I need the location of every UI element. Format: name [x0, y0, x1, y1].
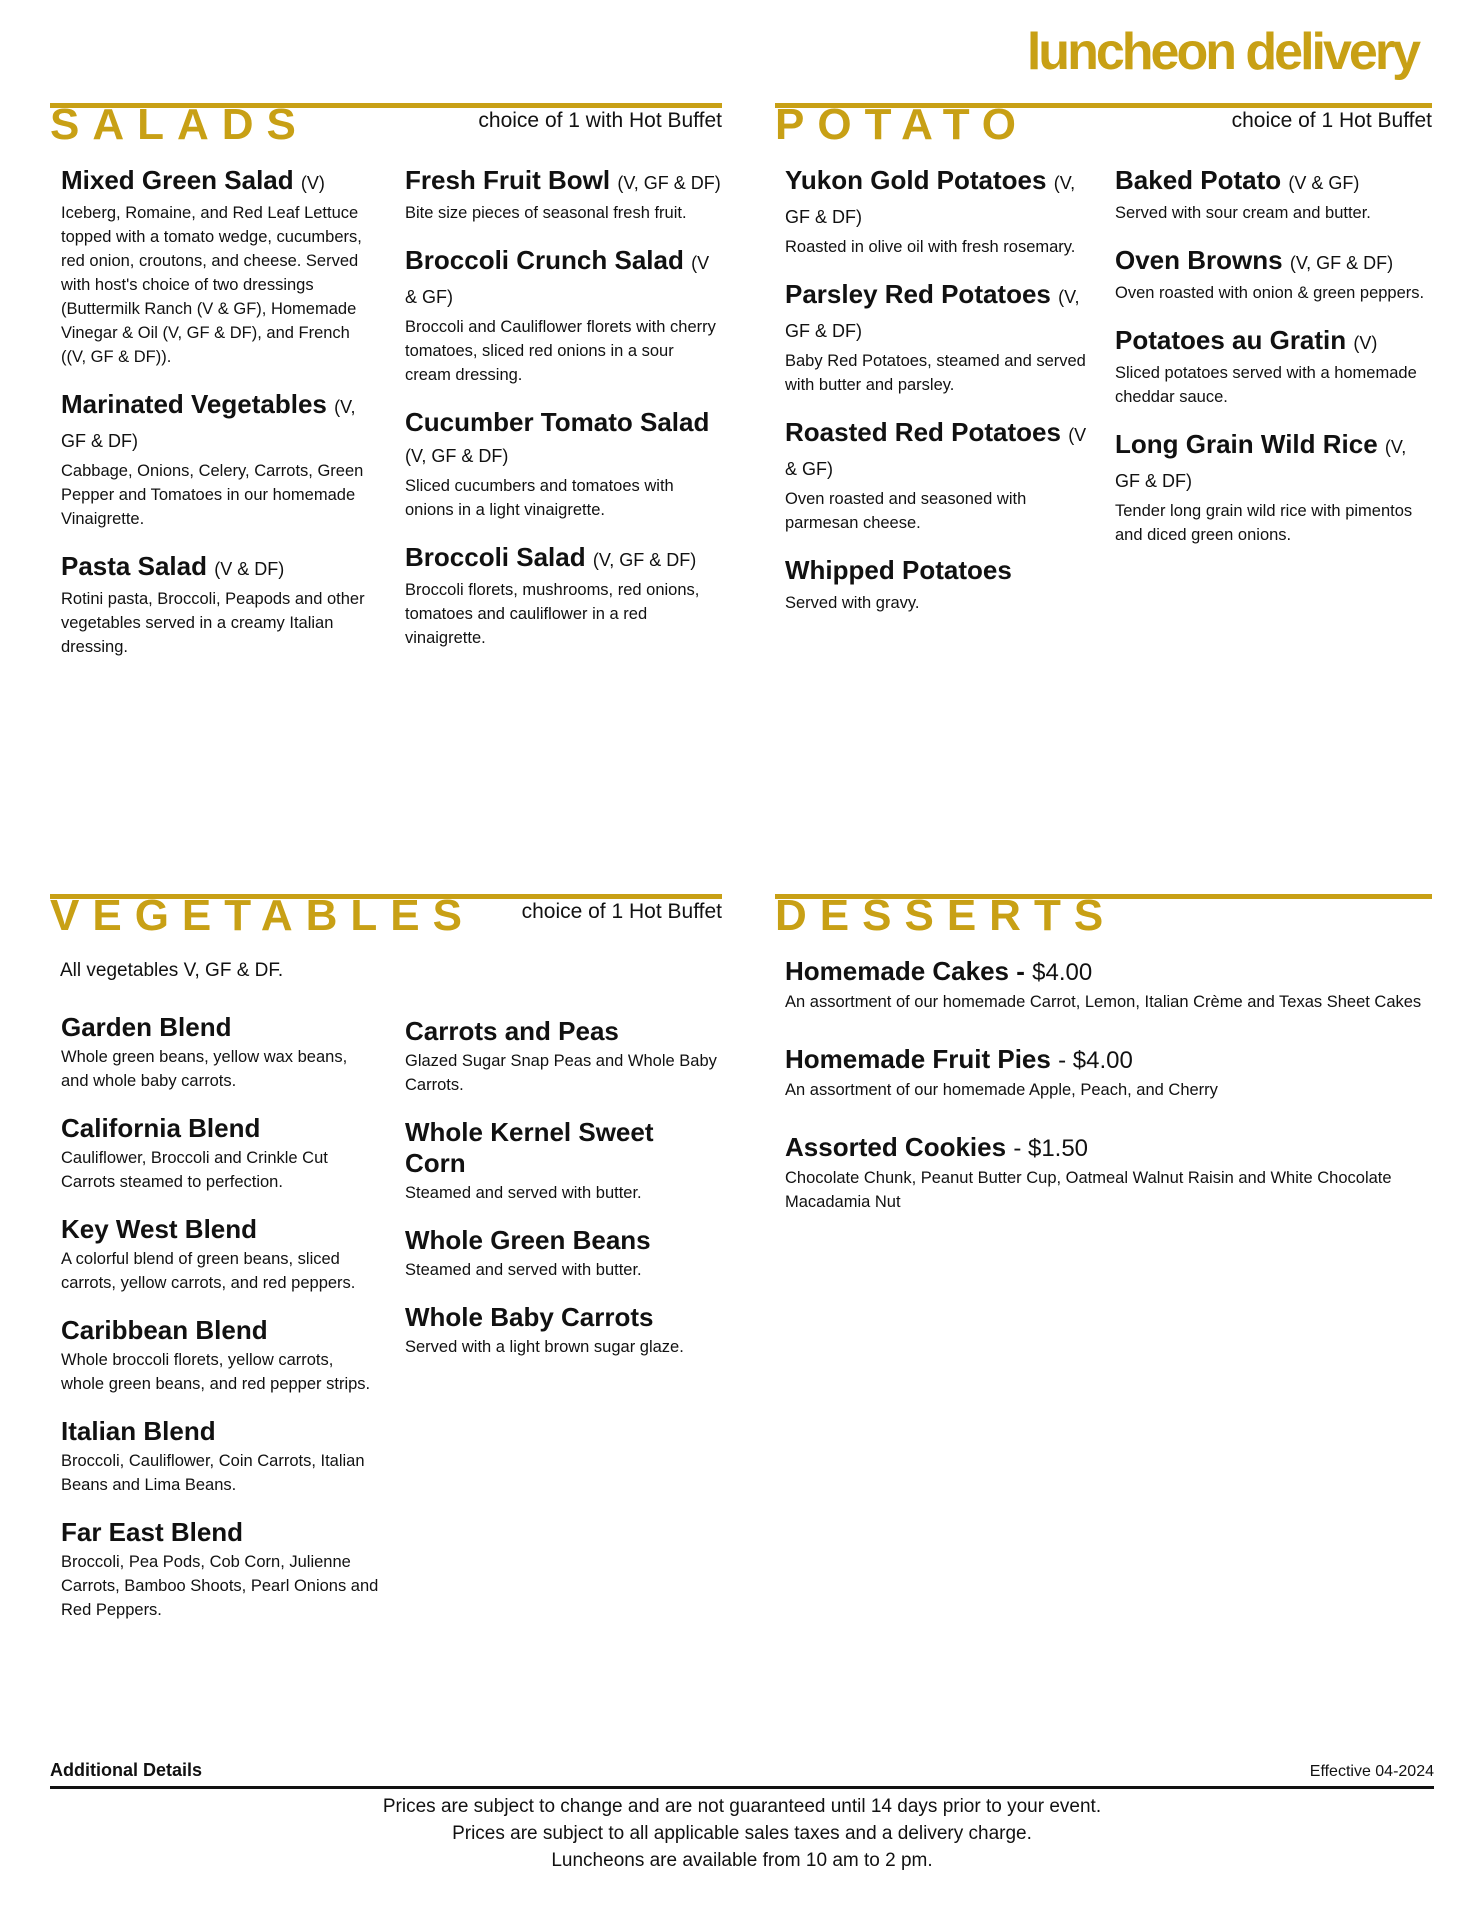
item-desc: Glazed Sugar Snap Peas and Whole Baby Carrots. [405, 1052, 717, 1094]
footer-rule [50, 1786, 1434, 1789]
item-desc: Oven roasted with onion & green peppers. [1115, 284, 1425, 302]
vegetables-col-right [405, 1012, 721, 1642]
menu-item [61, 1416, 379, 1497]
item-desc: Bite size pieces of seasonal fresh fruit. [405, 204, 687, 222]
item-tag: (V & GF) [405, 253, 710, 307]
item-desc: Broccoli, Cauliflower, Coin Carrots, Italian Beans and Lima Beans. [61, 1452, 365, 1494]
item-desc: Rotini pasta, Broccoli, Peapods and other vegetables served in a creamy Italian dressing. [61, 590, 365, 656]
potato-header [775, 100, 1432, 155]
salads-col-right [405, 165, 721, 679]
item-name: Garden Blend [61, 1012, 232, 1042]
item-desc: Chocolate Chunk, Peanut Butter Cup, Oatmeal Walnut Raisin and White Chocolate Macadamia Nut [785, 1169, 1392, 1211]
salads-title: SALADS [50, 100, 309, 149]
menu-item [1115, 325, 1425, 409]
menu-item [405, 165, 721, 225]
item-desc: Sliced cucumbers and tomatoes with onions in a light vinaigrette. [405, 477, 674, 519]
potato-col-left [775, 165, 1095, 635]
potato-col-right [1115, 165, 1425, 635]
menu-item [405, 542, 721, 650]
menu-item [61, 1012, 379, 1093]
desserts-section [775, 891, 1432, 1234]
potato-title: POTATO [775, 100, 1029, 149]
item-name: Potatoes au Gratin [1115, 325, 1347, 355]
menu-item [1115, 165, 1425, 225]
item-desc: Broccoli, Pea Pods, Cob Corn, Julienne Carrots, Bamboo Shoots, Pearl Onions and Red Peppers. [61, 1553, 379, 1619]
item-desc: Served with sour cream and butter. [1115, 204, 1371, 222]
item-name: Mixed Green Salad [61, 165, 294, 195]
potato-section [775, 100, 1432, 635]
item-name: Whole Kernel Sweet Corn [405, 1117, 654, 1178]
item-desc: A colorful blend of green beans, sliced carrots, yellow carrots, and red peppers. [61, 1250, 356, 1292]
item-tag: (V & GF) [785, 425, 1087, 479]
vegetables-col-left [50, 1012, 379, 1642]
menu-item [61, 1113, 379, 1194]
item-name: Broccoli Salad [405, 542, 586, 572]
item-desc: Whole green beans, yellow wax beans, and whole baby carrots. [61, 1048, 348, 1090]
menu-item [785, 956, 1432, 1014]
menu-item [61, 1517, 379, 1622]
menu-item [405, 1302, 721, 1359]
vegetables-note: choice of 1 Hot Buffet [521, 900, 722, 923]
menu-item [785, 165, 1095, 259]
item-tag: (V & GF) [1288, 173, 1360, 193]
salads-header [50, 100, 722, 155]
item-tag: (V, GF & DF) [592, 550, 697, 570]
item-name: Cucumber Tomato Salad [405, 407, 710, 437]
desserts-header [775, 891, 1432, 946]
menu-item [405, 1117, 721, 1205]
menu-item [61, 165, 379, 369]
item-tag: (V, GF & DF) [61, 397, 356, 451]
item-tag: (V, GF & DF) [617, 173, 721, 193]
item-name: Carrots and Peas [405, 1016, 619, 1046]
item-tag: (V) [1353, 333, 1378, 353]
item-name: Broccoli Crunch Salad [405, 245, 684, 275]
item-name: Whipped Potatoes [785, 555, 1012, 585]
item-name: Homemade Fruit Pies [785, 1044, 1051, 1074]
footer-line: Luncheons are available from 10 am to 2 pm. [551, 1850, 933, 1871]
item-name: Fresh Fruit Bowl [405, 165, 611, 195]
vegetables-header [50, 891, 722, 946]
item-desc: Broccoli and Cauliflower florets with cherry tomatoes, sliced red onions in a sour cream dressing. [405, 318, 716, 384]
item-desc: Steamed and served with butter. [405, 1261, 642, 1279]
item-name: Whole Green Beans [405, 1225, 651, 1255]
item-desc: Baby Red Potatoes, steamed and served with butter and parsley. [785, 352, 1086, 394]
item-desc: Broccoli florets, mushrooms, red onions, tomatoes and cauliflower in a red vinaigrette. [405, 581, 700, 647]
menu-item [405, 245, 721, 387]
item-name: Baked Potato [1115, 165, 1282, 195]
item-name: Parsley Red Potatoes [785, 279, 1051, 309]
item-tag: (V, GF & DF) [785, 287, 1080, 341]
item-tag: (V, GF & DF) [1115, 437, 1407, 491]
item-tag: (V, GF & DF) [1289, 253, 1394, 273]
vegetables-intro: All vegetables V, GF & DF. [60, 960, 284, 981]
item-name: Far East Blend [61, 1517, 244, 1547]
item-desc: Sliced potatoes served with a homemade cheddar sauce. [1115, 364, 1417, 406]
item-price: - $1.50 [1013, 1135, 1089, 1162]
item-price: - $4.00 [1058, 1047, 1133, 1074]
item-name: Yukon Gold Potatoes [785, 165, 1047, 195]
potato-note: choice of 1 Hot Buffet [1231, 109, 1432, 132]
vegetables-section [50, 891, 722, 1642]
footer-heading: Additional Details [50, 1760, 203, 1780]
item-name: Key West Blend [61, 1214, 258, 1244]
menu-item [1115, 245, 1425, 305]
item-name: Long Grain Wild Rice [1115, 429, 1378, 459]
salads-section [50, 100, 722, 679]
menu-item [1115, 429, 1425, 547]
footer [50, 1760, 1434, 1874]
item-name: Homemade Cakes - [785, 956, 1025, 986]
item-tag: (V & DF) [214, 559, 285, 579]
item-tag: (V, GF & DF) [785, 173, 1076, 227]
item-name: Italian Blend [61, 1416, 216, 1446]
footer-effective-date: Effective 04-2024 [1309, 1763, 1434, 1780]
item-desc: Tender long grain wild rice with pimentos and diced green onions. [1115, 502, 1413, 544]
item-price: $4.00 [1032, 959, 1093, 986]
footer-notes [50, 1793, 1434, 1874]
brand-title: luncheon delivery [1026, 23, 1418, 81]
item-tag: (V) [300, 173, 325, 193]
menu-item [785, 279, 1095, 397]
menu-item [785, 1044, 1432, 1102]
menu-item [61, 551, 379, 659]
item-name: Caribbean Blend [61, 1315, 268, 1345]
item-tag: (V, GF & DF) [405, 446, 509, 466]
salads-note: choice of 1 with Hot Buffet [478, 109, 722, 132]
menu-item [405, 407, 721, 522]
item-name: Roasted Red Potatoes [785, 417, 1061, 447]
item-name: Assorted Cookies [785, 1132, 1007, 1162]
item-desc: An assortment of our homemade Carrot, Lemon, Italian Crème and Texas Sheet Cakes [785, 993, 1422, 1011]
item-desc: Whole broccoli florets, yellow carrots, whole green beans, and red pepper strips. [61, 1351, 371, 1393]
footer-line: Prices are subject to change and are not guaranteed until 14 days prior to your event. [382, 1796, 1102, 1817]
item-name: Pasta Salad [61, 551, 207, 581]
item-desc: Cauliflower, Broccoli and Crinkle Cut Carrots steamed to perfection. [61, 1149, 328, 1191]
menu-item [61, 1315, 379, 1396]
item-desc: Iceberg, Romaine, and Red Leaf Lettuce topped with a tomato wedge, cucumbers, red onion, croutons, and cheese. Served with host's choice of two dressings (Buttermilk Ranch (V & GF), Homemade Vinegar & Oil (V, GF & DF), and French ((V, GF & DF)). [61, 204, 362, 366]
footer-line: Prices are subject to all applicable sales taxes and a delivery charge. [452, 1823, 1032, 1844]
item-desc: Oven roasted and seasoned with parmesan cheese. [785, 490, 1027, 532]
item-desc: An assortment of our homemade Apple, Peach, and Cherry [785, 1081, 1218, 1099]
menu-item [405, 1225, 721, 1282]
item-name: Whole Baby Carrots [405, 1302, 654, 1332]
item-desc: Cabbage, Onions, Celery, Carrots, Green Pepper and Tomatoes in our homemade Vinaigrette. [61, 462, 364, 528]
item-desc: Served with gravy. [785, 594, 920, 612]
menu-item [61, 1214, 379, 1295]
menu-item [785, 417, 1095, 535]
menu-item [405, 1016, 721, 1097]
item-name: Marinated Vegetables [61, 389, 327, 419]
menu-item [61, 389, 379, 531]
item-name: California Blend [61, 1113, 261, 1143]
item-desc: Roasted in olive oil with fresh rosemary. [785, 238, 1076, 256]
vegetables-title: VEGETABLES [50, 891, 476, 940]
item-desc: Served with a light brown sugar glaze. [405, 1338, 684, 1356]
item-desc: Steamed and served with butter. [405, 1184, 642, 1202]
menu-item [785, 555, 1095, 615]
item-name: Oven Browns [1115, 245, 1283, 275]
salads-col-left [50, 165, 379, 679]
desserts-title: DESSERTS [775, 891, 1117, 940]
menu-item [785, 1132, 1432, 1214]
